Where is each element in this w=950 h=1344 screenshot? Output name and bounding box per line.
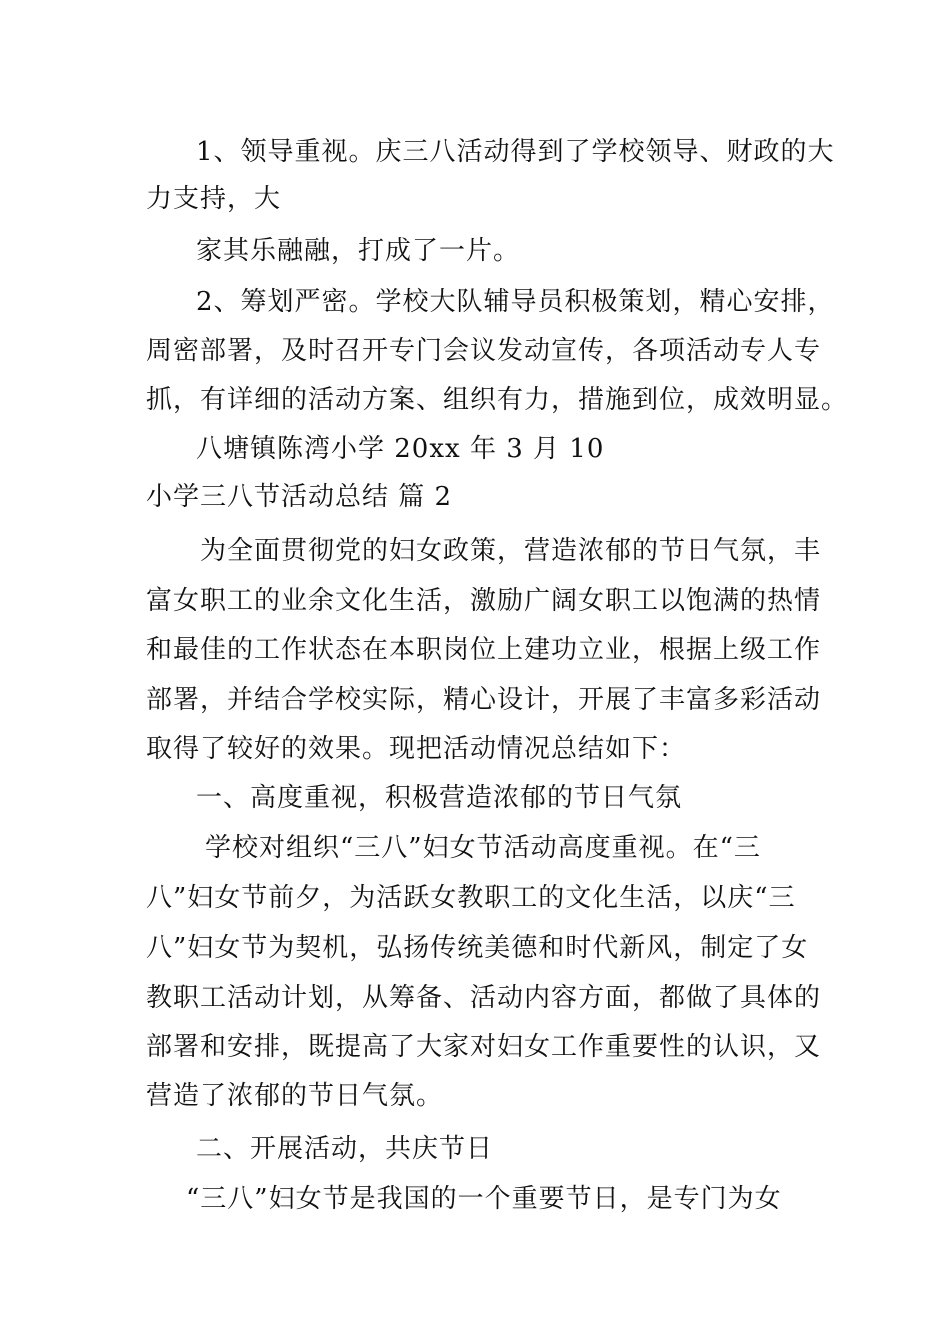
paragraph-line: 部署，并结合学校实际，精心设计，开展了丰富多彩活动 [146, 685, 822, 715]
paragraph-line: 2、筹划严密。学校大队辅导员积极策划，精心安排， [196, 287, 835, 317]
signature-line: 八塘镇陈湾小学 20xx 年 3 月 10 [196, 434, 605, 464]
paragraph-line: 八”妇女节为契机，弘扬传统美德和时代新风，制定了女 [146, 933, 809, 963]
section-heading: 小学三八节活动总结 篇 2 [146, 482, 453, 512]
paragraph-line: 八”妇女节前夕，为活跃女教职工的文化生活，以庆“三 [146, 883, 796, 913]
paragraph-line: 周密部署，及时召开专门会议发动宣传，各项活动专人专 [146, 336, 822, 366]
paragraph-line: 为全面贯彻党的妇女政策，营造浓郁的节日气氛，丰 [200, 536, 822, 566]
paragraph-line: 教职工活动计划，从筹备、活动内容方面，都做了具体的 [146, 983, 822, 1013]
subheading-1: 一、高度重视，积极营造浓郁的节日气氛 [196, 783, 683, 813]
subheading-2: 二、开展活动，共庆节日 [196, 1134, 494, 1164]
paragraph-line: 营造了浓郁的节日气氛。 [146, 1081, 444, 1111]
paragraph-line: 学校对组织“三八”妇女节活动高度重视。在“三 [205, 833, 761, 863]
paragraph-line: 力支持，大 [146, 184, 282, 214]
paragraph-line: 部署和安排，既提高了大家对妇女工作重要性的认识，又 [146, 1032, 822, 1062]
paragraph-line: 家其乐融融，打成了一片。 [196, 236, 521, 266]
paragraph-line: 1、领导重视。庆三八活动得到了学校领导、财政的大 [196, 137, 835, 167]
paragraph-line: 抓，有详细的活动方案、组织有力，措施到位，成效明显。 [146, 385, 849, 415]
paragraph-line: 富女职工的业余文化生活，激励广阔女职工以饱满的热情 [146, 586, 822, 616]
paragraph-line: 和最佳的工作状态在本职岗位上建功立业，根据上级工作 [146, 635, 822, 665]
paragraph-line: “三八”妇女节是我国的一个重要节日，是专门为女 [186, 1184, 782, 1214]
paragraph-line: 取得了较好的效果。现把活动情况总结如下： [146, 734, 687, 764]
